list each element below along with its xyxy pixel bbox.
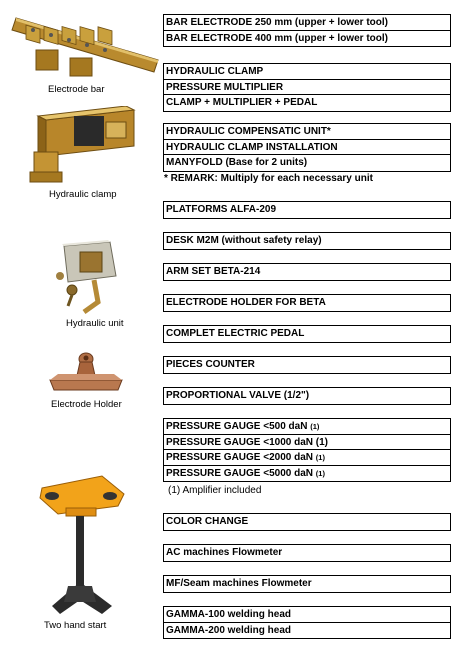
hydraulic-clamp-caption: Hydraulic clamp bbox=[49, 189, 117, 200]
list-item: COLOR CHANGE bbox=[166, 516, 249, 527]
electrode-holder-image bbox=[48, 350, 124, 394]
list-item: AC machines Flowmeter bbox=[166, 547, 283, 558]
electrode-bar-caption: Electrode bar bbox=[48, 84, 105, 95]
list-item: PROPORTIONAL VALVE (1/2") bbox=[166, 390, 310, 401]
hydraulic-unit-caption: Hydraulic unit bbox=[66, 318, 124, 329]
list-item: PLATFORMS ALFA-209 bbox=[166, 204, 277, 215]
list-item: GAMMA-100 welding head bbox=[164, 607, 450, 623]
list-item bbox=[164, 450, 450, 466]
gauge-label: PRESSURE GAUGE <5000 daN bbox=[166, 467, 313, 479]
pressure-gauge-box bbox=[163, 418, 451, 482]
gauge-footnote-ref: (1) bbox=[310, 422, 320, 431]
list-item: HYDRAULIC CLAMP INSTALLATION bbox=[164, 140, 450, 156]
welding-head-box bbox=[163, 606, 451, 639]
ac-flowmeter-box bbox=[163, 544, 451, 562]
list-item bbox=[164, 435, 450, 451]
electrode-holder-box bbox=[163, 294, 451, 312]
list-item: CLAMP + MULTIPLIER + PEDAL bbox=[166, 97, 318, 108]
two-hand-start-caption: Two hand start bbox=[44, 620, 107, 631]
color-change-box bbox=[163, 513, 451, 531]
list-item: MF/Seam machines Flowmeter bbox=[166, 578, 312, 589]
hydraulic-unit-image bbox=[50, 240, 122, 318]
list-item: HYDRAULIC COMPENSATIC UNIT* bbox=[164, 124, 450, 140]
list-item: PRESSURE MULTIPLIER bbox=[164, 80, 450, 96]
desk-box bbox=[163, 232, 451, 250]
list-item: ARM SET BETA-214 bbox=[166, 266, 261, 277]
list-item bbox=[164, 419, 450, 435]
gauge-footnote-ref: (1) bbox=[315, 468, 325, 478]
list-item: GAMMA-200 welding head bbox=[166, 624, 292, 636]
two-hand-start-image bbox=[38, 474, 126, 618]
list-item: DESK M2M (without safety relay) bbox=[166, 235, 322, 246]
list-item: BAR ELECTRODE 250 mm (upper + lower tool) bbox=[164, 15, 450, 31]
list-item: COMPLET ELECTRIC PEDAL bbox=[166, 328, 305, 339]
arm-set-box bbox=[163, 263, 451, 281]
hydraulic-clamp-box bbox=[163, 63, 451, 112]
mf-flowmeter-box bbox=[163, 575, 451, 593]
gauge-label: PRESSURE GAUGE <500 daN bbox=[166, 421, 308, 432]
list-item: ELECTRODE HOLDER FOR BETA bbox=[166, 297, 326, 308]
gauge-label: PRESSURE GAUGE <2000 daN bbox=[166, 452, 313, 463]
list-item: BAR ELECTRODE 400 mm (upper + lower tool) bbox=[166, 32, 388, 44]
list-item: PIECES COUNTER bbox=[166, 359, 255, 370]
compensatic-unit-box bbox=[163, 123, 451, 172]
hydraulic-clamp-image bbox=[26, 106, 138, 186]
pieces-counter-box bbox=[163, 356, 451, 374]
gauge-footnote-ref: (1) bbox=[315, 453, 325, 462]
electrode-bar-image bbox=[8, 10, 160, 80]
electric-pedal-box bbox=[163, 325, 451, 343]
amplifier-note: (1) Amplifier included bbox=[168, 485, 262, 496]
platforms-box bbox=[163, 201, 451, 219]
list-item: MANYFOLD (Base for 2 units) bbox=[166, 157, 308, 168]
gauge-label: PRESSURE GAUGE <1000 daN bbox=[166, 436, 313, 448]
proportional-valve-box bbox=[163, 387, 451, 405]
remark-note: * REMARK: Multiply for each necessary unit bbox=[164, 173, 373, 184]
electrode-holder-caption: Electrode Holder bbox=[51, 399, 122, 410]
gauge-footnote-ref: (1) bbox=[315, 436, 329, 448]
list-item bbox=[164, 466, 450, 482]
list-item: HYDRAULIC CLAMP bbox=[164, 64, 450, 80]
bar-electrode-box bbox=[163, 14, 451, 47]
